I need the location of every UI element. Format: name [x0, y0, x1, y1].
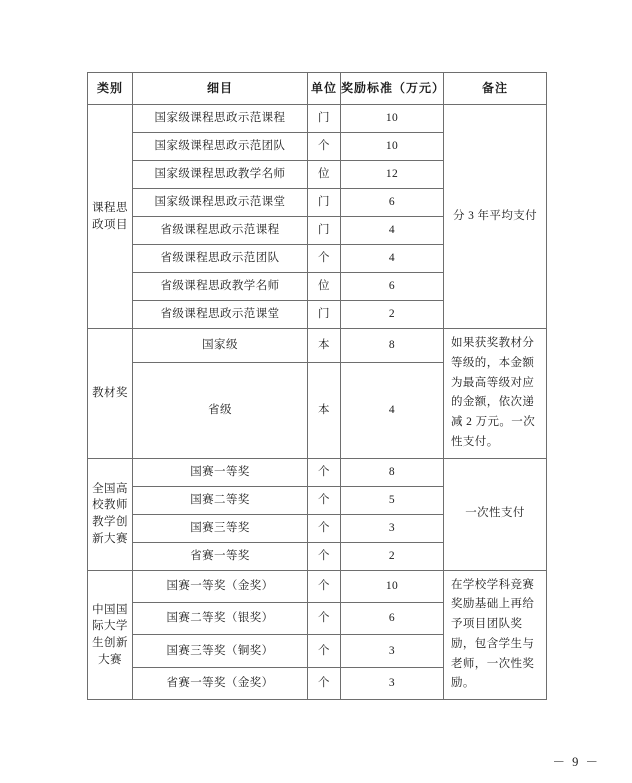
remarks-text: 分 3 年平均支付	[452, 209, 538, 222]
column-header-unit: 单位	[308, 73, 341, 105]
item-cell: 省级课程思政示范团队	[133, 245, 308, 273]
item-cell: 国家级课程思政示范课程	[133, 105, 308, 133]
item-cell: 国家级课程思政示范团队	[133, 133, 308, 161]
unit-cell: 门	[308, 301, 341, 329]
item-cell: 省级	[133, 363, 308, 458]
reward-value-cell: 3	[341, 514, 444, 542]
table-row	[88, 105, 547, 133]
item-cell: 省级课程思政示范课堂	[133, 301, 308, 329]
reward-value-cell: 4	[341, 363, 444, 458]
reward-value-cell: 5	[341, 486, 444, 514]
unit-cell: 个	[308, 667, 341, 699]
reward-value-cell: 6	[341, 273, 444, 301]
column-header-standard: 奖励标准（万元）	[341, 73, 444, 105]
category-label: 中国国际大学生创新大赛	[92, 603, 128, 666]
reward-value-cell: 3	[341, 667, 444, 699]
table-body	[88, 105, 547, 700]
category-cell	[88, 458, 133, 570]
reward-value-cell: 10	[341, 570, 444, 602]
unit-cell: 个	[308, 602, 341, 634]
unit-cell: 本	[308, 363, 341, 458]
category-cell	[88, 105, 133, 329]
category-label: 课程思政项目	[92, 201, 128, 231]
column-header-item: 细目	[133, 73, 308, 105]
category-cell	[88, 329, 133, 459]
unit-cell: 个	[308, 133, 341, 161]
item-cell: 省级课程思政示范课程	[133, 217, 308, 245]
unit-cell: 个	[308, 635, 341, 667]
item-cell: 国赛三等奖	[133, 514, 308, 542]
item-cell: 国赛二等奖（银奖）	[133, 602, 308, 634]
remarks-cell	[444, 329, 547, 459]
item-cell: 国赛二等奖	[133, 486, 308, 514]
item-cell: 国家级课程思政示范课堂	[133, 189, 308, 217]
item-cell: 国家级	[133, 329, 308, 363]
award-standards-table	[87, 72, 547, 700]
reward-value-cell: 4	[341, 217, 444, 245]
unit-cell: 个	[308, 458, 341, 486]
unit-cell: 个	[308, 542, 341, 570]
remarks-text: 在学校学科竞赛奖励基础上再给予项目团队奖励，包含学生与老师，一次性奖励。	[451, 578, 535, 690]
item-cell: 省级课程思政教学名师	[133, 273, 308, 301]
column-header-remarks: 备注	[444, 73, 547, 105]
item-cell: 省赛一等奖	[133, 542, 308, 570]
remarks-text: 如果获奖教材分等级的，本金额为最高等级对应的金额，依次递减 2 万元。一次性支付。	[451, 337, 536, 448]
unit-cell: 个	[308, 570, 341, 602]
column-header-category: 类别	[88, 73, 133, 105]
unit-cell: 位	[308, 273, 341, 301]
table-row	[88, 458, 547, 486]
item-cell: 国赛一等奖（金奖）	[133, 570, 308, 602]
reward-value-cell: 8	[341, 458, 444, 486]
category-label: 全国高校教师教学创新大赛	[92, 482, 128, 545]
table-header-row	[88, 73, 547, 105]
reward-value-cell: 10	[341, 105, 444, 133]
reward-value-cell: 2	[341, 542, 444, 570]
item-cell: 国赛一等奖	[133, 458, 308, 486]
table-row	[88, 329, 547, 363]
remarks-text: 一次性支付	[465, 507, 525, 520]
reward-value-cell: 2	[341, 301, 444, 329]
unit-cell: 个	[308, 486, 341, 514]
remarks-cell	[444, 570, 547, 700]
reward-value-cell: 12	[341, 161, 444, 189]
unit-cell: 门	[308, 217, 341, 245]
unit-cell: 门	[308, 105, 341, 133]
unit-cell: 门	[308, 189, 341, 217]
category-label: 教材奖	[92, 386, 128, 399]
remarks-cell	[444, 105, 547, 329]
remarks-cell	[444, 458, 547, 570]
table-row	[88, 570, 547, 602]
page-number: － 9 －	[552, 755, 600, 769]
reward-value-cell: 4	[341, 245, 444, 273]
unit-cell: 位	[308, 161, 341, 189]
unit-cell: 个	[308, 514, 341, 542]
item-cell: 国赛三等奖（铜奖）	[133, 635, 308, 667]
reward-value-cell: 3	[341, 635, 444, 667]
reward-value-cell: 6	[341, 602, 444, 634]
reward-value-cell: 8	[341, 329, 444, 363]
unit-cell: 本	[308, 329, 341, 363]
reward-value-cell: 6	[341, 189, 444, 217]
item-cell: 省赛一等奖（金奖）	[133, 667, 308, 699]
category-cell	[88, 570, 133, 700]
unit-cell: 个	[308, 245, 341, 273]
item-cell: 国家级课程思政教学名师	[133, 161, 308, 189]
reward-value-cell: 10	[341, 133, 444, 161]
